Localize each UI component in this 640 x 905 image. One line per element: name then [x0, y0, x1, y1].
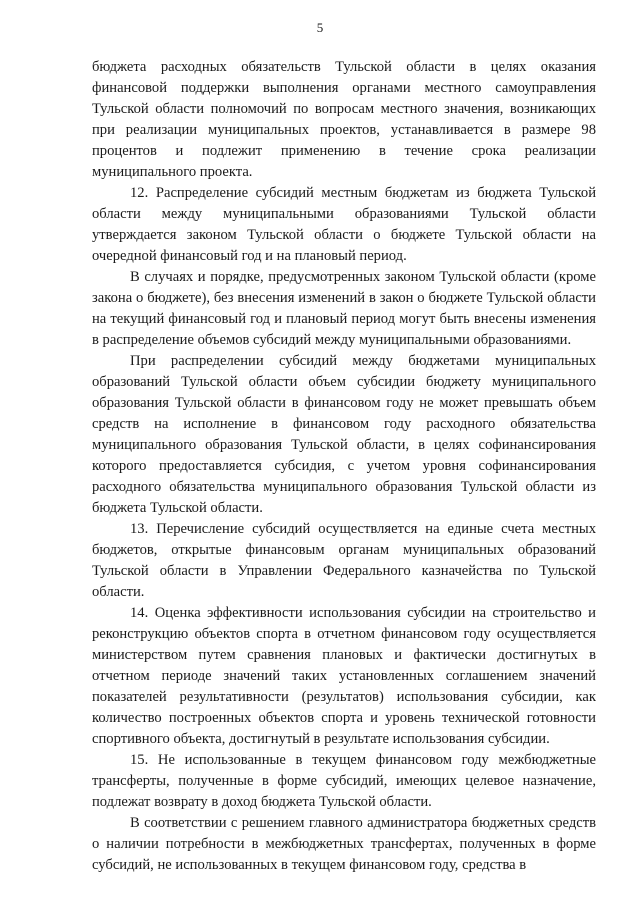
paragraph-item-13: 13. Перечисление субсидий осуществляется на единые счета местных бюджетов, открытые финансовым органам муниципальных образований Тульской области в Управлении Федерального казначейства по Тульской области. — [92, 521, 596, 600]
paragraph-unused-transfers: В соответствии с решением главного администратора бюджетных средств о наличии потребности в межбюджетных трансфертах, полученных в форме субсидий, не использованных в текущем финансовом году, средства в — [92, 815, 596, 873]
paragraph-subsidy-limit: При распределении субсидий между бюджетами муниципальных образований Тульской области объем субсидии бюджету муниципального образования Тульской области в финансовом году не может превышать объем средств на исполнение в финансовом году расходного обязательства муниципального образования Тульской области, в целях софинансирования которого предоставляется субсидия, с учетом уровня софинансирования расходного обязательства муниципального образования Тульской области из бюджета Тульской области. — [92, 353, 596, 516]
document-body — [92, 57, 596, 876]
paragraph-distribution-changes: В случаях и порядке, предусмотренных законом Тульской области (кроме закона о бюджете), без внесения изменений в закон о бюджете Тульской области на текущий финансовый год и плановый период могут быть внесены изменения в распределение объемов субсидий между муниципальными образованиями. — [92, 269, 596, 348]
page-number: 5 — [316, 20, 324, 35]
paragraph-item-15: 15. Не использованные в текущем финансовом году межбюджетные трансферты, полученные в форме субсидий, имеющих целевое назначение, подлежат возврату в доход бюджета Тульской области. — [92, 752, 596, 810]
paragraph-item-14: 14. Оценка эффективности использования субсидии на строительство и реконструкцию объектов спорта в отчетном финансовом году осуществляется министерством путем сравнения плановых и фактически достигнутых в отчетном периоде значений таких установленных соглашением значений показателей результативности (результатов) использования субсидии, как количество построенных объектов спорта и уровень технической готовности спортивного объекта, достигнутый в результате использования субсидии. — [92, 605, 596, 747]
paragraph-item-12: 12. Распределение субсидий местным бюджетам из бюджета Тульской области между муниципальными образованиями Тульской области утверждается законом Тульской области о бюджете Тульской области на очередной финансовый год и на плановый период. — [92, 185, 596, 264]
paragraph-continuation: бюджета расходных обязательств Тульской области в целях оказания финансовой поддержки выполнения органами местного самоуправления Тульской области полномочий по вопросам местного значения, возникающих при реализации муниципальных проектов, устанавливается в размере 98 процентов и подлежит применению в течение срока реализации муниципального проекта. — [92, 59, 596, 180]
